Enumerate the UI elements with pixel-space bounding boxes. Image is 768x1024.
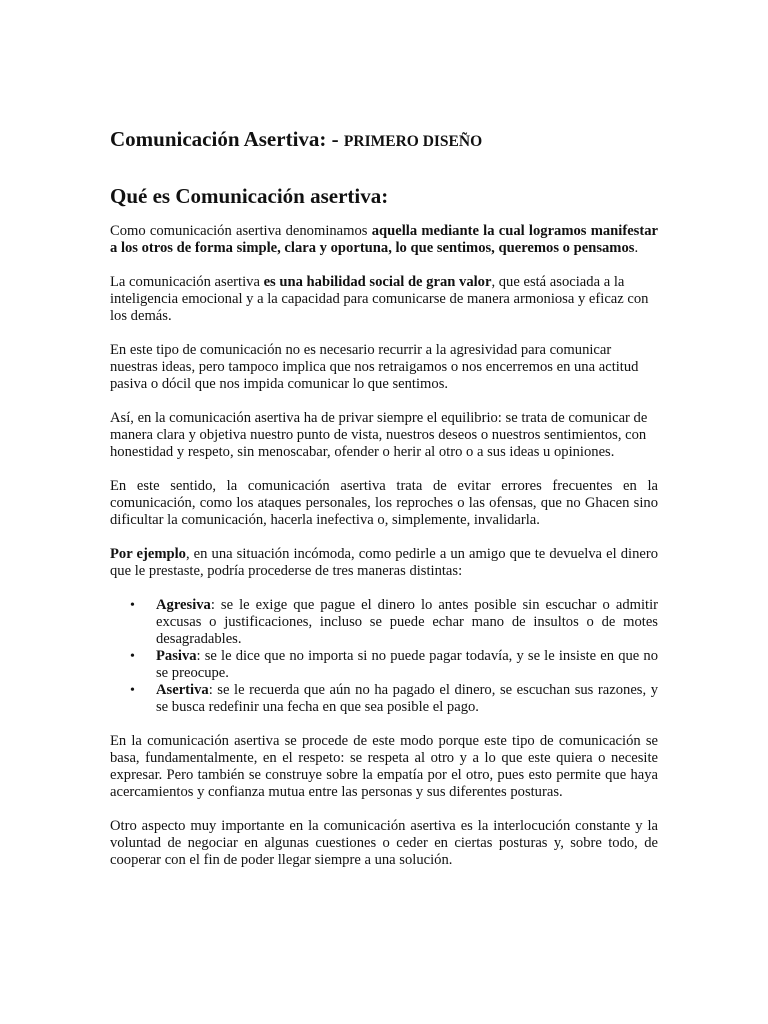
bullet-list [110,597,658,716]
paragraph-balance: Así, en la comunicación asertiva ha de privar siempre el equilibrio: se trata de comunicar de manera clara y objetiva nuestro punto de vista, nuestros deseos o nuestros sentimientos, con honestidad y respeto, sin menoscabar, ofender o herir al otro o a sus ideas u opiniones. [110,410,648,460]
paragraph-example [110,546,658,580]
paragraph-social-skill-end: , que está asociada a la inteligencia emocional y a la capacidad para comunicarse de manera armoniosa y eficaz con los demás. [110,274,649,324]
paragraph-negotiation: Otro aspecto muy importante en la comunicación asertiva es la interlocución constante y la voluntad de negociar en algunas cuestiones o ceder en ciertas posturas y, sobre todo, de cooperar con el fin de poder llegar siempre a una solución. [110,818,658,868]
paragraph-social-skill-bold: es una habilidad social de gran valor [263,274,492,290]
document-title [110,124,658,157]
paragraph-social-skill [110,274,658,325]
paragraph-avoid-errors: En este sentido, la comunicación asertiva trata de evitar errores frecuentes en la comunicación, como los ataques personales, los reproches o las ofensas, que no Ghacen sino dificultar la comunicación, hacerla inefectiva o, simplemente, invalidarla. [110,478,658,528]
list-item-asertiva [110,682,658,716]
list-item-text: : se le dice que no importa si no puede pagar todavía, y se le insiste en que no se preocupe. [156,648,658,681]
list-item-agresiva [110,597,658,648]
document-page [110,124,658,886]
list-item-text: : se le exige que pague el dinero lo antes posible sin escuchar o admitir excusas o justificaciones, incluso se puede echar mano de insultos o de motes desagradables. [156,597,658,647]
paragraph-no-aggression: En este tipo de comunicación no es necesario recurrir a la agresividad para comunicar nuestras ideas, pero tampoco implica que nos retraigamos o nos encerremos en una actitud pasiva o dócil que nos impida comunicar lo que sentimos. [110,342,639,392]
bullet-icon: • [130,683,135,698]
paragraph-example-bold: Por ejemplo [110,546,186,562]
paragraph-definition [110,223,658,257]
list-item-text: : se le recuerda que aún no ha pagado el dinero, se escuchan sus razones, y se busca redefinir una fecha en que sea posible el pago. [156,682,658,715]
list-item-term: Asertiva [156,682,209,698]
list-item-term: Agresiva [156,597,211,613]
list-item-pasiva [110,648,658,682]
paragraph-definition-end: . [634,240,639,256]
paragraph-example-text: , en una situación incómoda, como pedirle a un amigo que te devuelva el dinero que le prestaste, podría procederse de tres maneras distintas: [110,546,658,579]
list-item-term: Pasiva [156,648,197,664]
paragraph-social-skill-text: La comunicación asertiva [110,274,264,290]
section-heading: Qué es Comunicación asertiva: [110,184,389,208]
bullet-icon: • [130,649,135,664]
title-main: Comunicación Asertiva: - [110,127,344,151]
paragraph-definition-text: Como comunicación asertiva denominamos [110,223,372,239]
paragraph-respect: En la comunicación asertiva se procede de este modo porque este tipo de comunicación se basa, fundamentalmente, en el respeto: se respeta al otro y a lo que este quiera o necesite expresar. Pero también se construye sobre la empatía por el otro, pues esto permite que haya acercamientos y confianza mutua entre las personas y sus diferentes posturas. [110,733,658,800]
paragraph-definition-bold: aquella mediante la cual logramos manifestar a los otros de forma simple, clara y oportuna, lo que sentimos, queremos o pensamos [110,223,658,256]
title-subtitle: PRIMERO DISEÑO [343,133,483,150]
bullet-icon: • [130,598,135,613]
